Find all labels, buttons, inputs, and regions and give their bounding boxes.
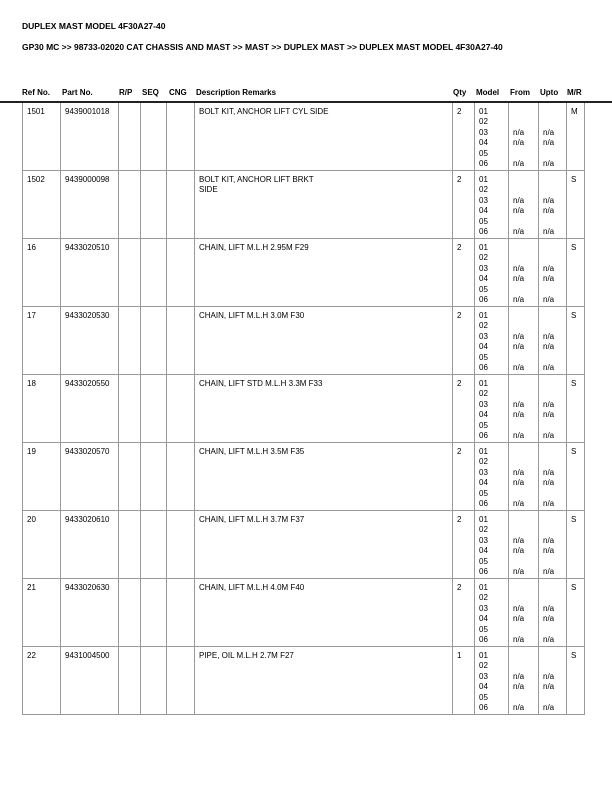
- cell-line: 03: [479, 127, 488, 137]
- cell-line: [543, 389, 566, 399]
- cell-line: 05: [479, 352, 488, 362]
- cell-seq: [140, 579, 166, 646]
- cell-line: n/a: [513, 702, 525, 712]
- cell-qty: 2: [452, 239, 474, 306]
- cell-line: n/a: [543, 671, 555, 681]
- cell-mr: S: [566, 375, 585, 442]
- cell-desc: [194, 443, 452, 510]
- cell-line: 06: [479, 294, 488, 304]
- cell-upto: [538, 443, 566, 510]
- cell-line: [543, 353, 566, 363]
- cell-line: 06: [479, 498, 488, 508]
- cell-line: n/a: [513, 498, 525, 508]
- cell-line: [543, 457, 566, 467]
- cell-line: 02: [479, 661, 488, 671]
- cell-line: [513, 253, 538, 263]
- cell-cng: [166, 103, 194, 170]
- table-row: [22, 171, 585, 239]
- cell-line: n/a: [543, 478, 555, 488]
- cell-line: [543, 285, 566, 295]
- cell-line: 03: [479, 535, 488, 545]
- cell-cng: [166, 647, 194, 714]
- cell-seq: [140, 375, 166, 442]
- cell-mr: S: [566, 647, 585, 714]
- cell-desc: [194, 579, 452, 646]
- cell-line: n/a: [513, 362, 525, 372]
- table-row: [22, 375, 585, 443]
- cell-ref: 1502: [22, 171, 60, 238]
- cell-upto: [538, 647, 566, 714]
- cell-desc: [194, 239, 452, 306]
- cell-line: n/a: [513, 430, 525, 440]
- cell-line: n/a: [543, 634, 555, 644]
- cell-mr: S: [566, 511, 585, 578]
- cell-upto: [538, 171, 566, 238]
- cell-seq: [140, 511, 166, 578]
- cell-cng: [166, 307, 194, 374]
- cell-line: n/a: [513, 682, 525, 692]
- cell-line: 01: [479, 515, 488, 524]
- cell-line: n/a: [513, 546, 525, 556]
- header-cng: CNG: [169, 88, 187, 97]
- cell-line: 05: [479, 556, 488, 566]
- cell-line: 06: [479, 430, 488, 440]
- cell-from: [508, 647, 538, 714]
- cell-line: n/a: [543, 546, 555, 556]
- cell-line: 01: [479, 447, 488, 456]
- cell-line: [513, 447, 538, 457]
- cell-desc: [194, 647, 452, 714]
- cell-cng: [166, 443, 194, 510]
- cell-line: 02: [479, 457, 488, 467]
- cell-line: [513, 353, 538, 363]
- cell-line: [543, 651, 566, 661]
- cell-line: CHAIN, LIFT M.L.H 3.0M F30: [199, 311, 305, 320]
- cell-line: n/a: [543, 158, 555, 168]
- cell-line: [513, 185, 538, 195]
- cell-line: [543, 379, 566, 389]
- cell-seq: [140, 103, 166, 170]
- cell-desc: [194, 171, 452, 238]
- cell-cng: [166, 171, 194, 238]
- cell-mr: S: [566, 239, 585, 306]
- cell-seq: [140, 171, 166, 238]
- cell-line: 05: [479, 216, 488, 226]
- cell-line: 03: [479, 263, 488, 273]
- cell-line: 04: [479, 410, 488, 420]
- cell-part: 9433020630: [60, 579, 118, 646]
- cell-line: n/a: [513, 566, 525, 576]
- cell-ref: 17: [22, 307, 60, 374]
- cell-cng: [166, 511, 194, 578]
- cell-line: [513, 379, 538, 389]
- cell-line: [543, 625, 566, 635]
- cell-line: 02: [479, 321, 488, 331]
- cell-from: [508, 239, 538, 306]
- cell-rp: [118, 443, 140, 510]
- table-row: [22, 239, 585, 307]
- cell-line: [513, 583, 538, 593]
- cell-line: [543, 217, 566, 227]
- cell-line: n/a: [513, 478, 525, 488]
- cell-line: n/a: [543, 226, 555, 236]
- cell-line: 04: [479, 342, 488, 352]
- cell-line: [543, 117, 566, 127]
- cell-desc: [194, 103, 452, 170]
- cell-line: 03: [479, 603, 488, 613]
- cell-model: [474, 579, 508, 646]
- cell-model: [474, 103, 508, 170]
- cell-line: [543, 557, 566, 567]
- cell-qty: 2: [452, 307, 474, 374]
- cell-mr: S: [566, 443, 585, 510]
- header-upto: Upto: [540, 88, 559, 97]
- cell-line: n/a: [513, 410, 525, 420]
- cell-line: [513, 515, 538, 525]
- cell-line: 01: [479, 311, 488, 320]
- cell-ref: 16: [22, 239, 60, 306]
- cell-line: n/a: [543, 603, 555, 613]
- cell-line: n/a: [513, 614, 525, 624]
- cell-line: n/a: [513, 127, 525, 137]
- cell-ref: 20: [22, 511, 60, 578]
- cell-part: 9433020610: [60, 511, 118, 578]
- cell-rp: [118, 239, 140, 306]
- cell-model: [474, 647, 508, 714]
- cell-upto: [538, 511, 566, 578]
- cell-line: 01: [479, 651, 488, 660]
- cell-line: [513, 661, 538, 671]
- cell-line: n/a: [513, 467, 525, 477]
- header-mr: M/R: [567, 88, 582, 97]
- cell-line: n/a: [513, 535, 525, 545]
- cell-line: BOLT KIT, ANCHOR LIFT CYL SIDE: [199, 107, 329, 116]
- cell-upto: [538, 579, 566, 646]
- cell-from: [508, 443, 538, 510]
- cell-line: [543, 321, 566, 331]
- cell-line: n/a: [543, 467, 555, 477]
- cell-line: n/a: [543, 498, 555, 508]
- header-model: Model: [476, 88, 500, 97]
- cell-qty: 2: [452, 103, 474, 170]
- cell-part: 9433020530: [60, 307, 118, 374]
- cell-line: n/a: [543, 702, 555, 712]
- cell-seq: [140, 307, 166, 374]
- cell-line: n/a: [543, 331, 555, 341]
- cell-line: n/a: [543, 138, 555, 148]
- cell-mr: S: [566, 307, 585, 374]
- cell-line: [513, 421, 538, 431]
- cell-qty: 2: [452, 443, 474, 510]
- cell-qty: 2: [452, 375, 474, 442]
- cell-model: [474, 443, 508, 510]
- cell-upto: [538, 375, 566, 442]
- table-row: [22, 579, 585, 647]
- cell-rp: [118, 647, 140, 714]
- parts-table: [22, 103, 585, 715]
- cell-line: SIDE: [199, 185, 218, 195]
- cell-line: 03: [479, 467, 488, 477]
- cell-line: n/a: [543, 362, 555, 372]
- cell-line: 01: [479, 379, 488, 388]
- cell-from: [508, 511, 538, 578]
- cell-line: [543, 149, 566, 159]
- cell-line: 05: [479, 624, 488, 634]
- cell-line: [543, 253, 566, 263]
- cell-line: [543, 175, 566, 185]
- page-title: DUPLEX MAST MODEL 4F30A27-40: [22, 21, 166, 31]
- cell-line: 04: [479, 138, 488, 148]
- cell-line: [513, 593, 538, 603]
- cell-cng: [166, 375, 194, 442]
- cell-line: 04: [479, 682, 488, 692]
- cell-line: 04: [479, 478, 488, 488]
- cell-line: [543, 489, 566, 499]
- cell-part: 9433020570: [60, 443, 118, 510]
- cell-rp: [118, 511, 140, 578]
- cell-line: n/a: [513, 294, 525, 304]
- header-part: Part No.: [62, 88, 93, 97]
- cell-line: [513, 243, 538, 253]
- cell-line: n/a: [543, 410, 555, 420]
- cell-line: n/a: [543, 274, 555, 284]
- cell-model: [474, 307, 508, 374]
- cell-line: 05: [479, 692, 488, 702]
- header-desc: Description Remarks: [196, 88, 277, 97]
- cell-mr: M: [566, 103, 585, 170]
- cell-line: 03: [479, 331, 488, 341]
- cell-line: 03: [479, 195, 488, 205]
- cell-line: [513, 489, 538, 499]
- cell-from: [508, 103, 538, 170]
- cell-line: 06: [479, 566, 488, 576]
- cell-cng: [166, 579, 194, 646]
- cell-seq: [140, 647, 166, 714]
- cell-line: [513, 389, 538, 399]
- header-rp: R/P: [119, 88, 133, 97]
- cell-line: n/a: [543, 342, 555, 352]
- cell-line: 02: [479, 593, 488, 603]
- cell-line: 03: [479, 671, 488, 681]
- cell-line: 02: [479, 525, 488, 535]
- cell-upto: [538, 239, 566, 306]
- cell-line: CHAIN, LIFT M.L.H 2.95M F29: [199, 243, 309, 252]
- table-row: [22, 511, 585, 579]
- cell-line: n/a: [543, 127, 555, 137]
- cell-line: [543, 185, 566, 195]
- cell-line: [513, 285, 538, 295]
- cell-line: [513, 217, 538, 227]
- cell-rp: [118, 375, 140, 442]
- cell-line: 03: [479, 399, 488, 409]
- cell-rp: [118, 579, 140, 646]
- cell-line: 04: [479, 206, 488, 216]
- cell-rp: [118, 103, 140, 170]
- cell-line: 06: [479, 226, 488, 236]
- cell-model: [474, 375, 508, 442]
- table-row: [22, 443, 585, 511]
- cell-line: CHAIN, LIFT M.L.H 4.0M F40: [199, 583, 305, 592]
- cell-ref: 22: [22, 647, 60, 714]
- table-row: [22, 647, 585, 715]
- table-row: [22, 307, 585, 375]
- cell-line: BOLT KIT, ANCHOR LIFT BRKT: [199, 175, 314, 184]
- cell-line: n/a: [513, 274, 525, 284]
- cell-line: n/a: [543, 535, 555, 545]
- cell-line: 06: [479, 362, 488, 372]
- cell-part: 9433020510: [60, 239, 118, 306]
- cell-line: 05: [479, 420, 488, 430]
- cell-rp: [118, 171, 140, 238]
- cell-line: [543, 515, 566, 525]
- cell-line: n/a: [543, 614, 555, 624]
- cell-line: n/a: [543, 263, 555, 273]
- cell-line: [513, 117, 538, 127]
- cell-line: [513, 149, 538, 159]
- cell-line: [543, 661, 566, 671]
- cell-line: 06: [479, 158, 488, 168]
- cell-line: n/a: [543, 206, 555, 216]
- cell-line: n/a: [513, 634, 525, 644]
- cell-seq: [140, 443, 166, 510]
- cell-line: [513, 651, 538, 661]
- cell-qty: 2: [452, 171, 474, 238]
- cell-line: CHAIN, LIFT M.L.H 3.7M F37: [199, 515, 305, 524]
- header-qty: Qty: [453, 88, 467, 97]
- cell-line: n/a: [513, 195, 525, 205]
- cell-line: [543, 693, 566, 703]
- cell-ref: 21: [22, 579, 60, 646]
- cell-desc: [194, 511, 452, 578]
- cell-line: [513, 693, 538, 703]
- cell-line: [543, 525, 566, 535]
- cell-from: [508, 171, 538, 238]
- cell-line: [543, 583, 566, 593]
- cell-part: 9439001018: [60, 103, 118, 170]
- cell-line: n/a: [513, 331, 525, 341]
- cell-rp: [118, 307, 140, 374]
- cell-line: [513, 457, 538, 467]
- cell-line: 01: [479, 243, 488, 252]
- cell-line: n/a: [543, 682, 555, 692]
- cell-line: n/a: [543, 399, 555, 409]
- cell-mr: S: [566, 579, 585, 646]
- cell-seq: [140, 239, 166, 306]
- cell-line: n/a: [513, 226, 525, 236]
- cell-line: n/a: [513, 342, 525, 352]
- cell-qty: 2: [452, 511, 474, 578]
- cell-line: 02: [479, 253, 488, 263]
- cell-line: PIPE, OIL M.L.H 2.7M F27: [199, 651, 294, 660]
- cell-line: 01: [479, 175, 488, 184]
- cell-line: 06: [479, 634, 488, 644]
- cell-ref: 1501: [22, 103, 60, 170]
- cell-ref: 19: [22, 443, 60, 510]
- cell-line: 01: [479, 107, 488, 116]
- cell-line: [543, 593, 566, 603]
- cell-line: n/a: [513, 671, 525, 681]
- cell-cng: [166, 239, 194, 306]
- cell-line: 02: [479, 185, 488, 195]
- cell-desc: [194, 307, 452, 374]
- cell-line: n/a: [513, 263, 525, 273]
- cell-upto: [538, 103, 566, 170]
- cell-line: n/a: [543, 195, 555, 205]
- cell-line: [543, 447, 566, 457]
- cell-model: [474, 239, 508, 306]
- header-seq: SEQ: [142, 88, 159, 97]
- cell-line: 02: [479, 389, 488, 399]
- cell-part: 9431004500: [60, 647, 118, 714]
- cell-line: [543, 243, 566, 253]
- cell-from: [508, 307, 538, 374]
- cell-line: 04: [479, 546, 488, 556]
- cell-line: [513, 557, 538, 567]
- cell-model: [474, 511, 508, 578]
- cell-line: n/a: [543, 294, 555, 304]
- cell-line: 05: [479, 284, 488, 294]
- cell-line: 04: [479, 614, 488, 624]
- cell-line: [543, 107, 566, 117]
- cell-line: [543, 421, 566, 431]
- cell-line: 01: [479, 583, 488, 592]
- cell-line: [513, 525, 538, 535]
- header-from: From: [510, 88, 530, 97]
- cell-line: [513, 175, 538, 185]
- cell-qty: 1: [452, 647, 474, 714]
- cell-qty: 2: [452, 579, 474, 646]
- cell-desc: [194, 375, 452, 442]
- cell-line: n/a: [513, 138, 525, 148]
- table-row: [22, 103, 585, 171]
- cell-line: n/a: [543, 566, 555, 576]
- cell-model: [474, 171, 508, 238]
- cell-line: n/a: [513, 603, 525, 613]
- cell-line: n/a: [513, 158, 525, 168]
- cell-from: [508, 579, 538, 646]
- cell-line: 05: [479, 148, 488, 158]
- cell-upto: [538, 307, 566, 374]
- cell-line: n/a: [543, 430, 555, 440]
- cell-part: 9433020550: [60, 375, 118, 442]
- cell-line: n/a: [513, 399, 525, 409]
- cell-line: [513, 321, 538, 331]
- cell-line: 06: [479, 702, 488, 712]
- cell-line: [513, 311, 538, 321]
- cell-ref: 18: [22, 375, 60, 442]
- cell-mr: S: [566, 171, 585, 238]
- cell-line: CHAIN, LIFT M.L.H 3.5M F35: [199, 447, 305, 456]
- cell-line: 04: [479, 274, 488, 284]
- cell-line: [513, 107, 538, 117]
- breadcrumb: GP30 MC >> 98733-02020 CAT CHASSIS AND MAST >> MAST >> DUPLEX MAST >> DUPLEX MAST MODEL 4F30A27-40: [22, 42, 503, 52]
- cell-line: 05: [479, 488, 488, 498]
- cell-part: 9439000098: [60, 171, 118, 238]
- cell-line: [513, 625, 538, 635]
- header-ref: Ref No.: [22, 88, 50, 97]
- cell-line: CHAIN, LIFT STD M.L.H 3.3M F33: [199, 379, 323, 388]
- cell-line: [543, 311, 566, 321]
- cell-line: 02: [479, 117, 488, 127]
- cell-from: [508, 375, 538, 442]
- cell-line: n/a: [513, 206, 525, 216]
